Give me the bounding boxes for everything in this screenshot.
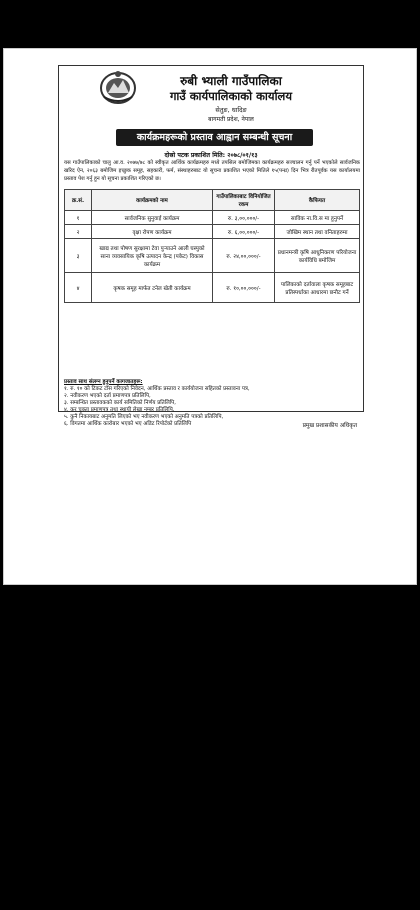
signatory: प्रमुख प्रशासकीय अधिकृत	[302, 423, 357, 429]
cell-program: खाद्य तथा पोषण सुरक्षामा टेवा पुर्‍याउने आली घस्पुको साना व्यवसायिक कृषि उत्पादन केन्द्र (पकेट) विकास कार्यक्रम	[92, 239, 213, 273]
notice-body: यस गाउँपालिकाको चालु आ.व. २०७७/७८ को स्वीकृत आर्थिक कार्यक्रमहरु मध्ये तपसिल बमोजिमका कार्यक्रमहरु सञ्चालन गर्नु पर्ने भएकोले सार्वजनिक खरिद ऐन, २०६३ बमोजिम इच्छुक समूह, सहकारी, फर्म, संस्थाहरुबाट यो सूचना प्रकाशित भएको मितिले १५(पन्ध्र) दिन भित्र रीतपूर्वक यस कार्यालयमा प्रस्ताव पेश गर्नु हुन यो सूचना प्रकाशित गरिएको छ।	[64, 160, 360, 182]
table-row	[65, 239, 360, 273]
list-item: ३. सम्बन्धित प्रस्तावकको कार्य समितिको निर्णय प्रतिलिपि,	[64, 400, 176, 406]
cell-serial: २	[65, 225, 92, 239]
cell-amount: रु. ६,००,०००/-	[213, 225, 275, 239]
list-item: ४. कर चुक्ता प्रमाणपत्र तथा स्थायी लेखा नम्बर प्रतिलिपि,	[64, 407, 175, 413]
cell-serial: १	[65, 211, 92, 225]
table-row	[65, 211, 360, 225]
cell-remarks: प्रधानमन्त्री कृषि आधुनिकरण परियोजना कार्यविधि बमोजिम	[275, 239, 360, 273]
header-amount: गाउँपालिकाबाट विनियोजित रकम	[213, 190, 275, 211]
list-item: ५. कुनै निकायबाट अनुमति लिएको भए नवीकरण भएको अनुमति पत्रको प्रतिलिपि,	[64, 414, 224, 420]
address-line-1: सेतुङ, धादिङ	[215, 106, 247, 114]
cell-program: कृषक समूह मार्फत टनेल खेती कार्यक्रम	[92, 273, 213, 303]
documents-heading: प्रस्ताव साथ संलग्न हुनुपर्ने कागजातहरू:	[64, 379, 143, 385]
cell-remarks: साविक ना.वि.स मा हुनुपर्ने	[275, 211, 360, 225]
address-line-2: बागमती प्रदेश, नेपाल	[208, 116, 254, 123]
list-item: ६. विगतमा आर्थिक कारोबार भएको भए अडिट रिपोर्टको प्रतिलिपि	[64, 421, 192, 427]
table-row	[65, 225, 360, 239]
cell-amount: रु. ३,००,०००/-	[213, 211, 275, 225]
cell-serial: ४	[65, 273, 92, 303]
list-item: २. नवीकरण भएको दर्ता प्रमाणपत्र प्रतिलिपि,	[64, 393, 151, 399]
header-program: कार्यक्रमको नाम	[92, 190, 213, 211]
notice-box	[58, 65, 364, 429]
cell-remarks: जोखिम स्थान तथा वनिताहरुमा	[275, 225, 360, 239]
cell-amount: रु. १०,००,०००/-	[213, 273, 275, 303]
header-serial: क्र.सं.	[65, 190, 92, 211]
document-page	[3, 48, 417, 585]
table-row	[65, 273, 360, 303]
org-name: रुबी भ्याली गाउँपालिका	[180, 74, 282, 88]
notice-title-banner: कार्यक्रमहरूको प्रस्ताव आह्वान सम्बन्धी सूचना	[116, 129, 313, 146]
cell-program: सार्वजनिक सुनुवाई कार्यक्रम	[92, 211, 213, 225]
header-remarks: कैफियत	[275, 190, 360, 211]
programs-table	[64, 189, 360, 303]
office-name: गाउँ कार्यपालिकाको कार्यालय	[169, 89, 293, 103]
cell-program: वृक्षा रोपण कार्यक्रम	[92, 225, 213, 239]
table-header-row	[65, 190, 360, 211]
publish-date: दोस्रो पटक प्रकाशित मिति: २०७८/०१/१३	[164, 152, 258, 159]
list-item: १. रु. १० को टिकट टाँस गरिएको निवेदन, आर्थिक प्रस्ताव र कार्ययोजना सहितको प्रस्तावना पत्र,	[64, 386, 250, 392]
cell-remarks: पालिकाको दर्तावाला कृषक समूहबाट प्रतिस्पर्धाका आधारमा छनौट गर्ने	[275, 273, 360, 303]
cell-amount: रु. २४,००,०००/-	[213, 239, 275, 273]
cell-serial: ३	[65, 239, 92, 273]
